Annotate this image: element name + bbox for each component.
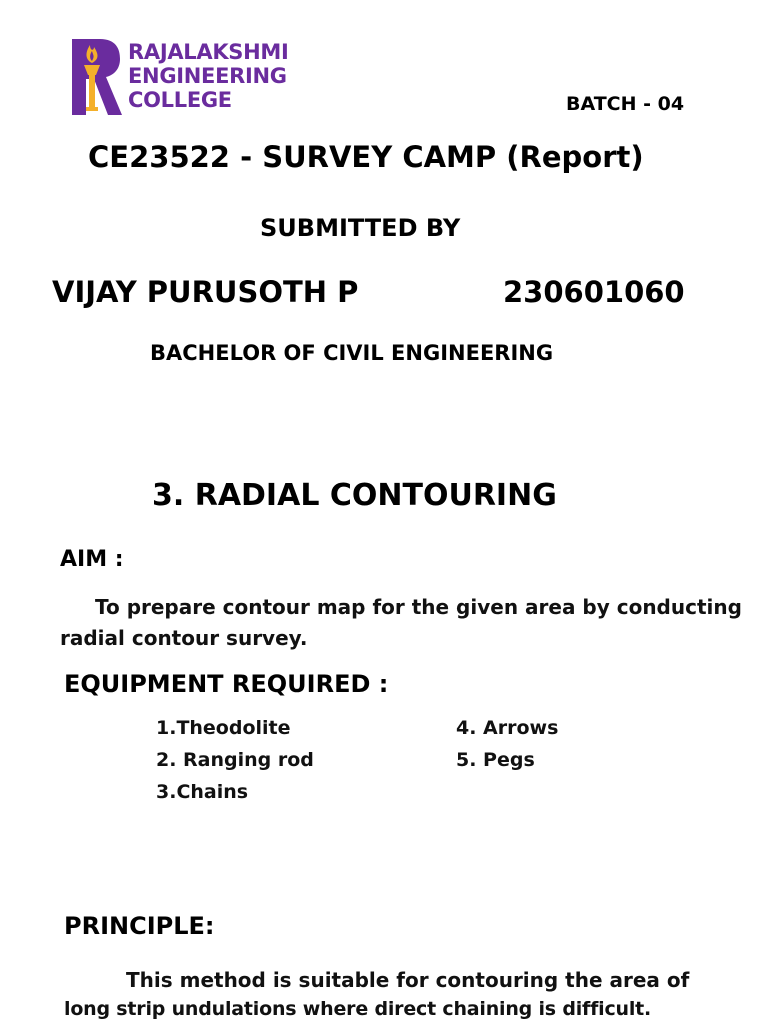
principle-heading: PRINCIPLE: (64, 912, 215, 940)
equipment-item: 3.Chains (156, 781, 249, 803)
college-name-line-2: ENGINEERING (128, 64, 287, 88)
aim-heading: AIM : (60, 547, 124, 572)
degree-name: BACHELOR OF CIVIL ENGINEERING (150, 341, 554, 365)
equipment-heading: EQUIPMENT REQUIRED : (64, 670, 389, 698)
student-name: VIJAY PURUSOTH P (52, 275, 359, 309)
equipment-item: 4. Arrows (456, 717, 559, 739)
student-roll-number: 230601060 (503, 275, 685, 309)
submitted-by-heading: SUBMITTED BY (260, 214, 461, 242)
aim-text-line-2: radial contour survey. (60, 626, 308, 650)
college-name-line-3: COLLEGE (128, 88, 232, 112)
report-title: CE23522 - SURVEY CAMP (Report) (88, 140, 644, 174)
college-name (128, 40, 289, 112)
principle-text-line-2: long strip undulations where direct chaining is difficult. (64, 998, 652, 1020)
torch-r-logo-icon (70, 37, 122, 117)
batch-label: BATCH - 04 (566, 93, 685, 115)
equipment-item: 2. Ranging rod (156, 749, 314, 771)
equipment-item: 1.Theodolite (156, 717, 291, 739)
experiment-title: 3. RADIAL CONTOURING (152, 478, 557, 513)
aim-text-line-1: To prepare contour map for the given area by conducting (95, 595, 742, 619)
principle-text-line-1: This method is suitable for contouring the area of (126, 968, 690, 992)
college-name-line-1: RAJALAKSHMI (128, 40, 289, 64)
equipment-item: 5. Pegs (456, 749, 535, 771)
